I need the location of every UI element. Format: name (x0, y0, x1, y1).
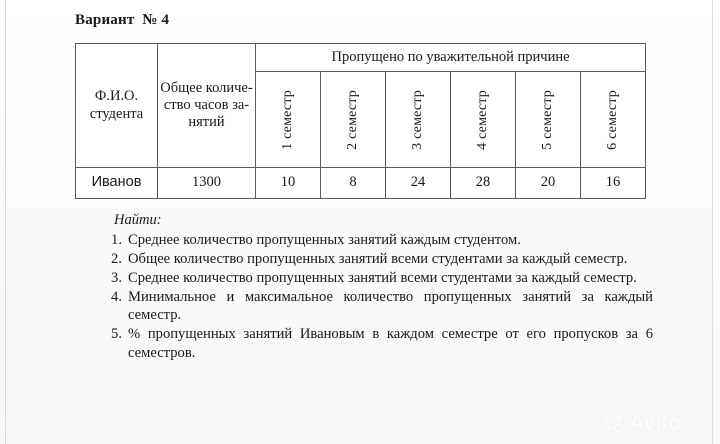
attendance-table (75, 43, 646, 199)
header-semester-4 (451, 72, 516, 168)
tasks-list (100, 231, 653, 362)
list-item-text: Среднее количество пропущенных занятий всеми студентами за каждый семестр. (128, 270, 637, 287)
list-item (100, 250, 653, 268)
header-semester-3-label: 3 семестр (410, 89, 425, 150)
list-item-text: Общее количество пропущенных занятий всеми студентами за каждый семестр. (128, 251, 628, 268)
header-total-hours: Общее количество часов занятий (158, 44, 256, 168)
page-title: Вариант № 4 (75, 12, 170, 28)
header-semester-2 (321, 72, 386, 168)
header-semester-6-label: 6 семестр (605, 89, 621, 150)
cell-student-name: Иванов (76, 168, 158, 199)
header-semester-5-label: 5 семестр (540, 89, 555, 150)
avito-watermark-text: Avito (629, 410, 682, 435)
list-item (100, 269, 653, 287)
list-item-number: 4. (111, 289, 122, 306)
header-semester-1-label: 1 семестр (280, 89, 295, 150)
cell-semester-1: 10 (256, 168, 321, 199)
list-item (100, 288, 653, 324)
header-semester-3 (386, 72, 451, 168)
header-semester-6 (581, 72, 646, 168)
table-row (76, 168, 646, 199)
list-item-text: % пропущенных занятий Ивановым в каждом семестре от его пропусков за 6 семестров. (128, 326, 653, 361)
list-item-number: 5. (111, 326, 122, 343)
cell-semester-4: 28 (451, 168, 516, 199)
tasks-caption: Найти: (114, 212, 162, 228)
list-item-text: Минимальное и максимальное количество пропущенных занятий за каждый семестр. (128, 289, 653, 324)
tasks-section (100, 212, 653, 363)
avito-watermark (604, 410, 681, 436)
list-item (100, 231, 653, 249)
list-item-text: Среднее количество пропущенных занятий каждым студентом. (128, 232, 521, 248)
list-item-number: 3. (111, 270, 122, 287)
table-header-row-top (76, 44, 646, 72)
header-semester-4-label: 4 семестр (475, 89, 490, 150)
header-semester-2-label: 2 семестр (345, 89, 360, 150)
avito-logo-icon (604, 413, 625, 434)
header-fio: Ф.И.О. студента (76, 44, 158, 168)
header-semester-5 (516, 72, 581, 168)
cell-semester-3: 24 (386, 168, 451, 199)
cell-total-hours: 1300 (158, 168, 256, 199)
header-group-excused: Пропущено по уважительной причине (256, 44, 646, 72)
list-item-number: 2. (111, 251, 122, 268)
list-item-number: 1. (111, 232, 122, 248)
cell-semester-2: 8 (321, 168, 386, 199)
cell-semester-5: 20 (516, 168, 581, 199)
page-edge-left (5, 0, 6, 444)
scrollbar-track[interactable] (699, 0, 708, 444)
cell-semester-6: 16 (581, 168, 646, 199)
page-edge-right (712, 0, 713, 444)
list-item (100, 325, 653, 361)
header-semester-1 (256, 72, 321, 168)
